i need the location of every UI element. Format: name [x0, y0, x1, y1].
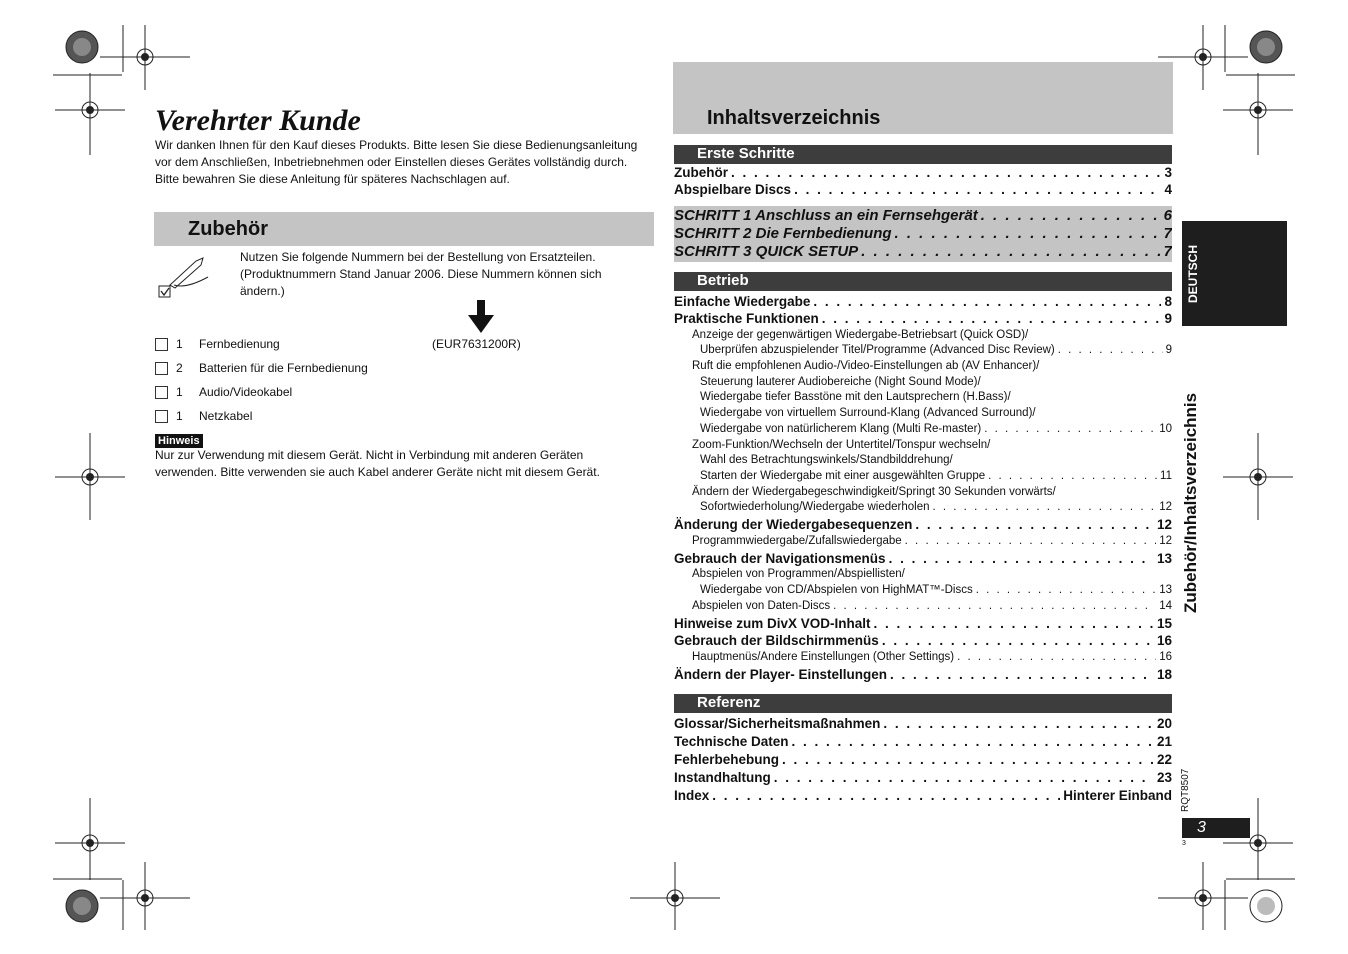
toc-subentry: Zoom-Funktion/Wechseln der Untertitel/Tonspur wechseln/ [692, 439, 991, 451]
toc-entry[interactable]: Gebrauch der Navigationsmenüs . . . 13 [674, 551, 1172, 566]
section-label: Erste Schritte [697, 145, 795, 162]
document-code: RQT8507 [1180, 768, 1191, 812]
language-tab[interactable] [1182, 221, 1287, 326]
accessory-part-number: (EUR7631200R) [432, 337, 521, 351]
toc-subentry: Steuerung lauterer Audiobereiche (Night Sound Mode)/ [700, 376, 981, 388]
toc-subentry: Ruft die empfohlenen Audio-/Video-Einstellungen ab (AV Enhancer)/ [692, 360, 1040, 372]
toc-entry[interactable]: Technische Daten . . . 21 [674, 734, 1172, 749]
toc-subentry: Wiedergabe von virtuellem Surround-Klang (Advanced Surround)/ [700, 407, 1036, 419]
accessory-qty: 1 [176, 337, 183, 351]
toc-entry[interactable]: Hinweise zum DivX VOD-Inhalt . . . 15 [674, 616, 1172, 631]
toc-step-entry[interactable]: SCHRITT 3 QUICK SETUP . . . 7 [674, 243, 1172, 260]
accessory-qty: 1 [176, 385, 183, 399]
toc-entry[interactable]: Fehlerbehebung . . . 22 [674, 752, 1172, 767]
toc-entry[interactable]: Praktische Funktionen . . . 9 [674, 311, 1172, 326]
section-header-operation [674, 272, 1172, 291]
toc-entry[interactable]: Änderung der Wiedergabesequenzen . . . 12 [674, 517, 1172, 532]
checkbox[interactable] [155, 338, 168, 351]
toc-subentry: Ändern der Wiedergabegeschwindigkeit/Springt 30 Sekunden vorwärts/ [692, 486, 1056, 498]
toc-subentry[interactable]: Abspielen von Daten-Discs . . . 14 [692, 600, 1172, 612]
toc-entry[interactable]: Glossar/Sicherheitsmaßnahmen . . . 20 [674, 716, 1172, 731]
accessories-heading-bar [154, 212, 654, 246]
toc-subentry[interactable]: Sofortwiederholung/Wiedergabe wiederholen . . . 12 [700, 501, 1172, 513]
page-number-box [1182, 818, 1250, 838]
accessory-qty: 2 [176, 361, 183, 375]
toc-entry[interactable]: Abspielbare Discs . . . 4 [674, 182, 1172, 197]
accessories-intro: Nutzen Sie folgende Nummern bei der Bestellung von Ersatzteilen. (Produktnummern Stand Januar 2006. Diese Nummern können sich ändern.) [240, 250, 602, 298]
toc-subentry: Wahl des Betrachtungswinkels/Standbilddrehung/ [700, 454, 953, 466]
toc-entry[interactable]: Einfache Wiedergabe . . . 8 [674, 294, 1172, 309]
toc-heading: Inhaltsverzeichnis [707, 107, 881, 129]
greeting-title: Verehrter Kunde [155, 104, 361, 137]
toc-subentry[interactable]: Starten der Wiedergabe mit einer ausgewählten Gruppe . . . 11 [700, 470, 1172, 482]
section-label: Referenz [697, 694, 761, 711]
section-header-first-steps [674, 145, 1172, 164]
accessory-name: Netzkabel [199, 409, 253, 423]
toc-entry[interactable]: Ändern der Player- Einstellungen . . . 18 [674, 667, 1172, 682]
toc-entry[interactable]: Zubehör . . . 3 [674, 165, 1172, 180]
toc-heading-bar [673, 62, 1173, 134]
toc-subentry: Abspielen von Programmen/Abspiellisten/ [692, 568, 905, 580]
toc-subentry: Wiedergabe tiefer Basstöne mit den Lautsprechern (H.Bass)/ [700, 391, 1011, 403]
accessory-name: Audio/Videokabel [199, 385, 293, 399]
greeting-text: Wir danken Ihnen für den Kauf dieses Produkts. Bitte lesen Sie diese Bedienungsanleitung vor dem Anschließen, Inbetriebnehmen oder Einstellen dieses Gerätes vollständig durch. Bitte bewahren Sie diese Anleitung für späteres Nachschlagen auf. [155, 138, 638, 186]
toc-subentry: Anzeige der gegenwärtigen Wiedergabe-Betriebsart (Quick OSD)/ [692, 329, 1029, 341]
note-text: Nur zur Verwendung mit diesem Gerät. Nicht in Verbindung mit anderen Geräten verwenden. Bitte verwenden sie auch Kabel anderer Geräte nicht mit diesem Gerät. [155, 448, 600, 479]
accessory-qty: 1 [176, 409, 183, 423]
note-badge: Hinweis [155, 434, 203, 448]
toc-subentry[interactable]: Überprüfen abzuspielender Titel/Programme (Advanced Disc Review) . . . 9 [700, 344, 1172, 356]
accessory-name: Batterien für die Fernbedienung [199, 361, 368, 375]
section-label: Betrieb [697, 272, 749, 289]
pen-checklist-icon [156, 255, 212, 301]
toc-step-entry[interactable]: SCHRITT 2 Die Fernbedienung . . . 7 [674, 225, 1172, 242]
small-page-number: 3 [1182, 840, 1186, 847]
toc-subentry[interactable]: Wiedergabe von natürlicherem Klang (Multi Re-master) . . . 10 [700, 423, 1172, 435]
checkbox[interactable] [155, 410, 168, 423]
toc-step-entry[interactable]: SCHRITT 1 Anschluss an ein Fernsehgerät . . . 6 [674, 207, 1172, 224]
arrow-down-icon [468, 300, 494, 333]
checkbox[interactable] [155, 386, 168, 399]
toc-entry[interactable]: Gebrauch der Bildschirmmenüs . . . 16 [674, 633, 1172, 648]
toc-subentry[interactable]: Programmwiedergabe/Zufallswiedergabe . . . 12 [692, 535, 1172, 547]
accessories-heading: Zubehör [188, 218, 268, 240]
vertical-section-title: Zubehör/Inhaltsverzeichnis [1181, 392, 1200, 613]
section-header-reference [674, 694, 1172, 713]
accessory-name: Fernbedienung [199, 337, 280, 351]
language-tab-label: DEUTSCH [1186, 244, 1200, 303]
toc-subentry[interactable]: Wiedergabe von CD/Abspielen von HighMAT™-Discs . . . 13 [700, 584, 1172, 596]
toc-entry[interactable]: Instandhaltung . . . 23 [674, 770, 1172, 785]
toc-entry[interactable]: Index . . . Hinterer Einband [674, 788, 1172, 803]
toc-subentry[interactable]: Hauptmenüs/Andere Einstellungen (Other Settings) . . . 16 [692, 651, 1172, 663]
checkbox[interactable] [155, 362, 168, 375]
page-number: 3 [1197, 819, 1206, 836]
